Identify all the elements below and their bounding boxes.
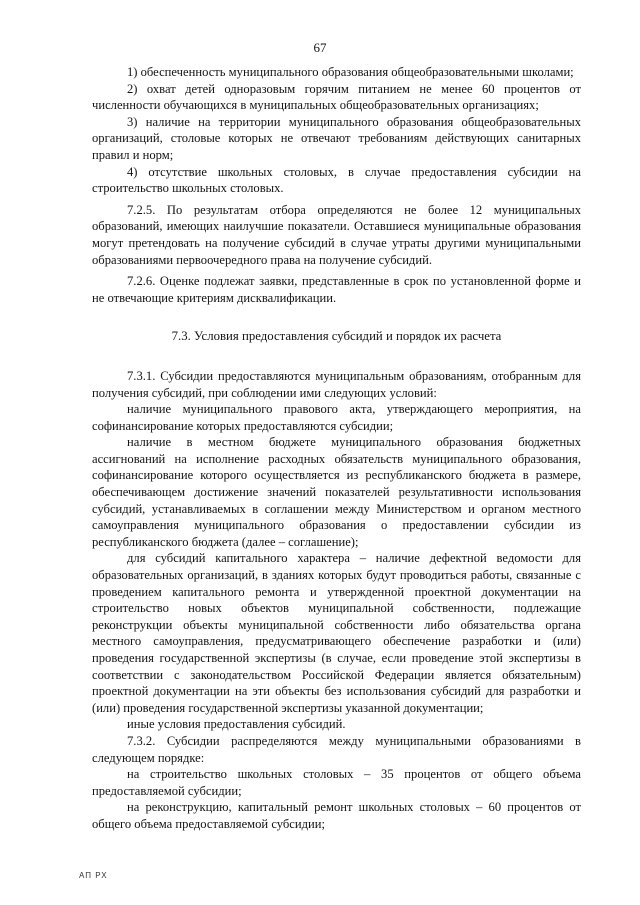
paragraph: 3) наличие на территории муниципального образования общеобразовательных организаций, столовые которых не отвечают требованиям действующих санитарных правил и норм;	[92, 114, 581, 162]
paragraph: на строительство школьных столовых – 35 процентов от общего объема предоставляемой субсидии;	[92, 767, 581, 798]
paragraph: 7.3.1. Субсидии предоставляются муниципальным образованиям, отобранным для получения субсидий, при соблюдении ими следующих условий:	[92, 368, 581, 400]
paragraph: 7.2.6. Оценке подлежат заявки, представленные в срок по установленной форме и не отвечающие критериям дисквалификации.	[92, 274, 581, 305]
paragraph: иные условия предоставления субсидий.	[127, 717, 346, 732]
section-heading: 7.3. Условия предоставления субсидий и порядок их расчета	[171, 329, 502, 344]
paragraph: 4) отсутствие школьных столовых, в случае предоставления субсидии на строительство школьных столовых.	[92, 164, 581, 196]
document-body	[92, 64, 581, 833]
footer-mark: АП РХ	[79, 871, 108, 880]
page-number: 67	[313, 40, 327, 55]
paragraph: на реконструкцию, капитальный ремонт школьных столовых – 60 процентов от общего объема предоставляемой субсидии;	[92, 800, 581, 831]
paragraph: для субсидий капитального характера – наличие дефектной ведомости для образовательных организаций, в зданиях которых будут проводиться работы, связанные с проведением капитального ремонта и утвержденной проектной документации на строительство новых объектов муниципальной собственности, подлежащие реконструкции объекты муниципальной собственности либо обязательства органа местного самоуправления, предусматривающего обеспечение разработки и (или) проведения государственной экспертизы (в случае, если проведение этой экспертизы в соответствии с законодательством Российской Федерации является обязательным) проектной документации на эти объекты без использования субсидий для разработки и (или) проведения государственной экспертизы указанной документации;	[92, 551, 581, 715]
paragraph: наличие муниципального правового акта, утверждающего мероприятия, на софинансирование которых предоставляются субсидии;	[92, 402, 581, 433]
paragraph: 7.2.5. По результатам отбора определяются не более 12 муниципальных образований, имеющих наилучшие показатели. Оставшиеся муниципальные образования могут претендовать на получение субсидий в случае утраты другими муниципальными образованиями первоочередного права на получение субсидий.	[92, 202, 581, 267]
paragraph: 1) обеспеченность муниципального образования общеобразовательными школами;	[127, 65, 574, 79]
paragraph: 7.3.2. Субсидии распределяются между муниципальными образованиями в следующем порядке:	[92, 733, 581, 765]
paragraph: 2) охват детей одноразовым горячим питанием не менее 60 процентов от численности обучающихся в муниципальных общеобразовательных организациях;	[92, 81, 581, 113]
paragraph: наличие в местном бюджете муниципального образования бюджетных ассигнований на исполнение расходных обязательств муниципального образования, софинансирование которого осуществляется из республиканского бюджета в размере, обеспечивающем достижение значений показателей результативности использования субсидий, устанавливаемых в соглашении между Министерством и органом местного самоуправления муниципального образования о предоставлении субсидии из республиканского бюджета (далее – соглашение);	[92, 435, 581, 549]
